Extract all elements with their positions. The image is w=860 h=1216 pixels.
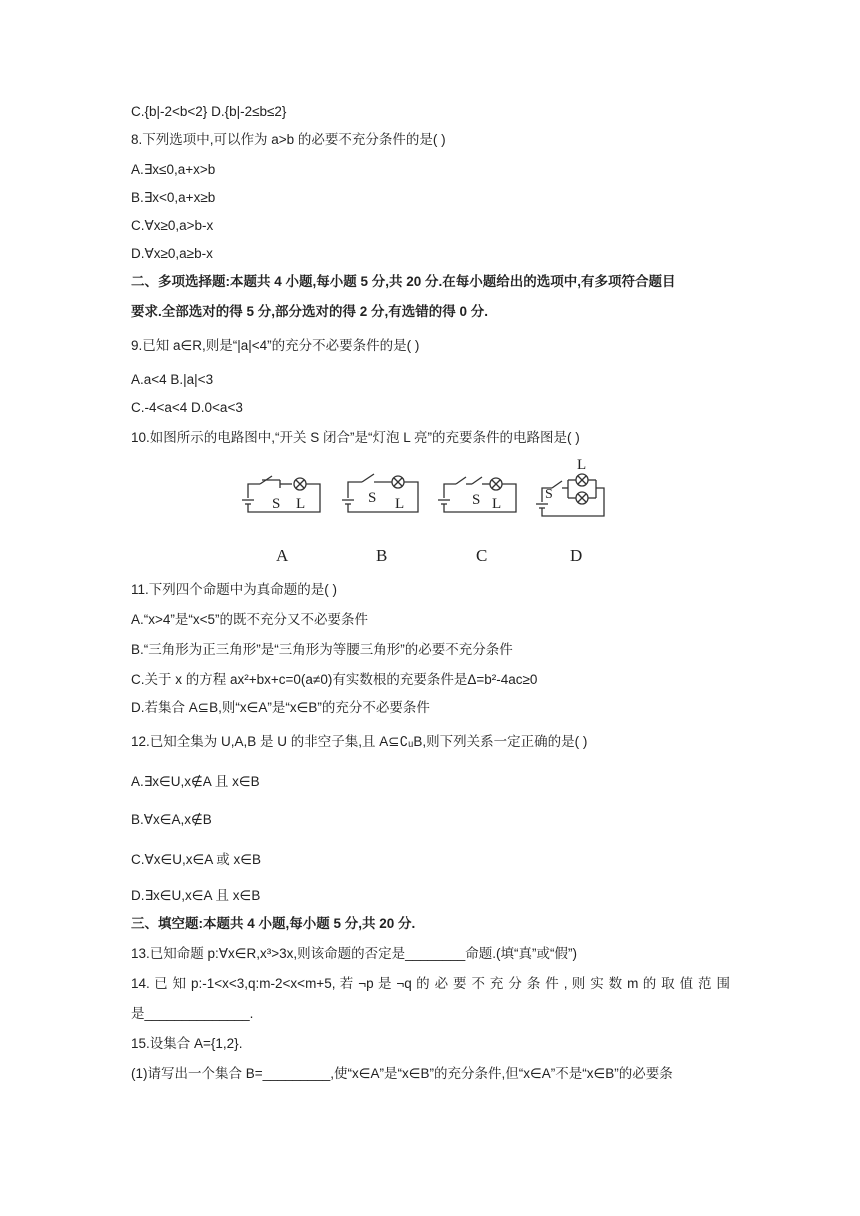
q12-option-c: C.∀x∈U,x∈A 或 x∈B <box>131 852 262 867</box>
circuit-a-lamp-label: L <box>296 496 306 512</box>
q9-options-ab: A.a<4 B.|a|<3 <box>131 372 214 387</box>
question-14-cont: 是______________. <box>131 1006 254 1021</box>
question-13: 13.已知命题 p:∀x∈R,x³>3x,则该命题的否定是________命题.(填“真”或“假”) <box>131 946 577 961</box>
circuit-b-lamp-label: L <box>395 496 405 512</box>
question-11: 11.下列四个命题中为真命题的是( ) <box>131 582 338 597</box>
q7-options-cd: C.{b|-2<b<2} D.{b|-2≤b≤2} <box>131 104 287 119</box>
caption-d: D <box>570 546 583 565</box>
question-15-part-1: (1)请写出一个集合 B=_________,使“x∈A”是“x∈B”的充分条件,但“x∈A”不是“x∈B”的必要条 <box>131 1066 673 1081</box>
q11-option-b: B.“三角形为正三角形”是“三角形为等腰三角形”的必要不充分条件 <box>131 642 513 657</box>
q12-option-b: B.∀x∈A,x∉B <box>131 812 212 827</box>
circuit-b-switch-label: S <box>368 490 377 506</box>
circuit-a <box>242 476 320 512</box>
question-12: 12.已知全集为 U,A,B 是 U 的非空子集,且 A⊆∁ᵤB,则下列关系一定正确的是( ) <box>131 734 588 749</box>
q9-options-cd: C.-4<a<4 D.0<a<3 <box>131 400 243 415</box>
q8-option-b: B.∃x<0,a+x≥b <box>131 190 216 205</box>
caption-b: B <box>376 546 388 565</box>
q12-option-d: D.∃x∈U,x∈A 且 x∈B <box>131 888 261 903</box>
section-2-heading: 二、多项选择题:本题共 4 小题,每小题 5 分,共 20 分.在每小题给出的选项中,有多项符合题目 <box>131 274 676 289</box>
caption-a: A <box>276 546 289 565</box>
circuit-d-lamp-label: L <box>577 457 587 473</box>
question-10: 10.如图所示的电路图中,“开关 S 闭合”是“灯泡 L 亮”的充要条件的电路图是( ) <box>131 430 580 445</box>
q11-option-a: A.“x>4”是“x<5”的既不充分又不必要条件 <box>131 612 369 627</box>
caption-c: C <box>476 546 488 565</box>
q8-option-a: A.∃x≤0,a+x>b <box>131 162 216 177</box>
q8-option-c: C.∀x≥0,a>b-x <box>131 218 214 233</box>
circuit-c-switch-label: S <box>472 492 481 508</box>
q12-option-a: A.∃x∈U,x∉A 且 x∈B <box>131 774 260 789</box>
q8-option-d: D.∀x≥0,a≥b-x <box>131 246 213 261</box>
q11-option-c: C.关于 x 的方程 ax²+bx+c=0(a≠0)有实数根的充要条件是Δ=b²-4ac≥0 <box>131 672 538 687</box>
section-2-heading-cont: 要求.全部选对的得 5 分,部分选对的得 2 分,有选错的得 0 分. <box>131 304 489 319</box>
question-9: 9.已知 a∈R,则是“|a|<4”的充分不必要条件的是( ) <box>131 338 420 353</box>
question-15: 15.设集合 A={1,2}. <box>131 1036 243 1051</box>
circuit-c-lamp-label: L <box>492 496 502 512</box>
circuit-d-switch-label: S <box>545 487 553 502</box>
q11-option-d: D.若集合 A⊆B,则“x∈A”是“x∈B”的充分不必要条件 <box>131 700 430 715</box>
question-8: 8.下列选项中,可以作为 a>b 的必要不充分条件的是( ) <box>131 132 446 147</box>
section-3-heading: 三、填空题:本题共 4 小题,每小题 5 分,共 20 分. <box>131 916 416 931</box>
circuit-b <box>342 474 418 512</box>
circuit-diagrams <box>240 456 620 572</box>
circuit-a-switch-label: S <box>272 496 281 512</box>
question-14: 14. 已 知 p:-1<x<3,q:m-2<x<m+5, 若 ¬p 是 ¬q 的 必 要 不 充 分 条 件 , 则 实 数 m 的 取 值 范 围 <box>131 976 730 991</box>
